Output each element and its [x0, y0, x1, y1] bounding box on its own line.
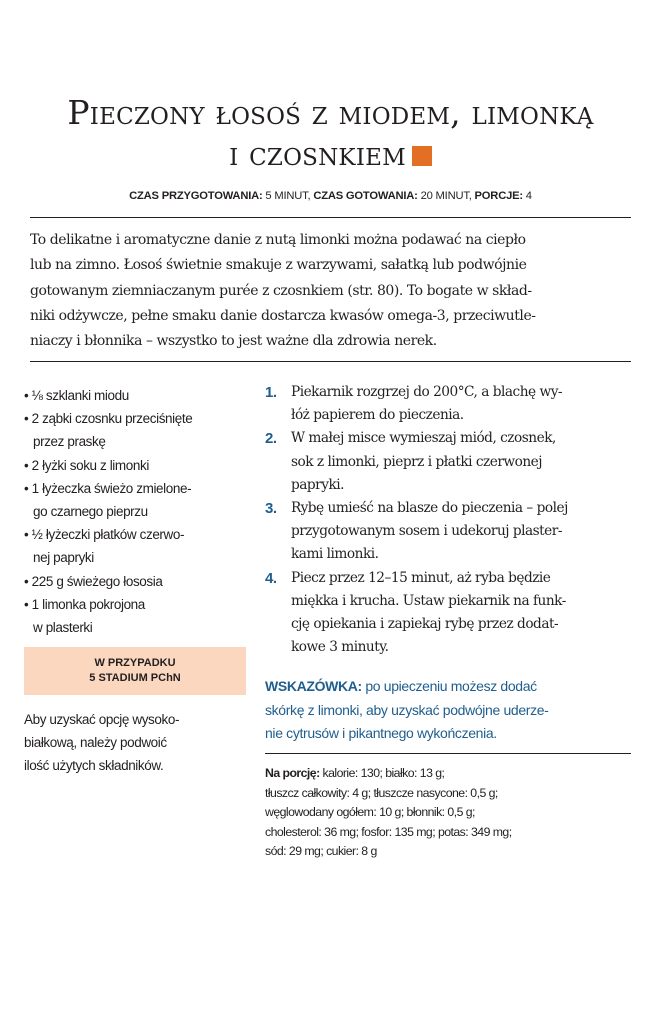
stage-box-line-2: 5 STADIUM PChN	[89, 672, 181, 684]
step-item	[265, 567, 635, 660]
title-line-2-text: i czosnkiem	[229, 134, 406, 173]
ingredient-item	[24, 407, 249, 453]
nutrition-line-2: tłuszcz całkowity: 4 g; tłuszcze nasycone: 0,5 g;	[265, 785, 498, 800]
intro-line: gotowanym ziemniaczanym purée z czosnkiem (str. 80). To bogate w skład-	[30, 282, 532, 299]
stage-note-line: ilość użytych składników.	[24, 758, 164, 774]
intro-line: niki odżywcze, pełne smaku danie dostarcza kwasów omega-3, przeciwutle-	[30, 307, 536, 324]
ingredient-text: • 1 limonka pokrojona	[24, 596, 145, 612]
title-line-2	[30, 133, 631, 174]
step-text: W małej misce wymieszaj miód, czosnek,	[291, 430, 556, 447]
step-item	[265, 427, 635, 497]
step-text: kowe 3 minuty.	[291, 639, 389, 656]
divider-tip	[265, 753, 631, 754]
nutrition-label: Na porcję:	[265, 766, 320, 780]
ingredients-list	[24, 384, 249, 639]
intro-line: lub na zimno. Łosoś świetnie smakuje z warzywami, sałatką lub podwójnie	[30, 257, 527, 274]
step-number: 2.	[265, 430, 277, 448]
ingredient-text-cont: go czarnego pieprzu	[33, 504, 148, 520]
tip-label: WSKAZÓWKA:	[265, 678, 362, 694]
ingredient-text-cont: w plasterki	[33, 620, 93, 636]
nutrition-line-1	[265, 764, 635, 784]
prep-time-label: CZAS PRZYGOTOWANIA:	[129, 190, 263, 202]
ingredient-text: • ⅛ szklanki miodu	[24, 388, 129, 403]
accent-square-icon	[412, 146, 432, 166]
prep-time-value: 5 MINUT,	[262, 190, 314, 202]
ckd-stage-5-box	[24, 647, 246, 695]
stage-note-line: białkową, należy podwoić	[24, 735, 167, 751]
step-item	[265, 381, 635, 427]
intro-line: niaczy i błonnika – wszystko to jest ważne dla zdrowia nerek.	[30, 333, 437, 350]
preparation-steps	[265, 381, 635, 659]
step-text: Rybę umieść na blasze do pieczenia – polej	[291, 500, 568, 517]
ingredient-item	[24, 570, 249, 593]
divider-top	[30, 217, 631, 218]
ingredient-text: • 2 ząbki czosnku przeciśnięte	[24, 411, 193, 427]
step-number: 3.	[265, 500, 277, 518]
step-text: przygotowanym sosem i udekoruj plaster-	[291, 523, 562, 540]
ingredient-text-cont: przez praskę	[33, 434, 106, 450]
recipe-meta	[30, 190, 631, 202]
ckd-stage-note	[24, 708, 249, 778]
step-number: 1.	[265, 384, 277, 401]
tip-line-1	[265, 675, 635, 699]
ingredient-item	[24, 523, 249, 569]
step-number: 4.	[265, 569, 277, 587]
intro-line: To delikatne i aromatyczne danie z nutą limonki można podawać na ciepło	[30, 232, 526, 248]
nutrition-line-4: cholesterol: 36 mg; fosfor: 135 mg; potas: 349 mg;	[265, 824, 512, 839]
nutrition-text: kalorie: 130; białko: 13 g;	[319, 766, 445, 780]
nutrition-line-5: sód: 29 mg; cukier: 8 g	[265, 844, 377, 859]
recipe-intro	[30, 228, 631, 354]
ingredient-item	[24, 384, 249, 407]
tip-text: po upieczeniu możesz dodać	[361, 678, 537, 694]
ingredient-item	[24, 593, 249, 639]
ingredient-item	[24, 477, 249, 523]
divider-middle	[30, 361, 631, 362]
ingredient-text: • 2 łyżki soku z limonki	[24, 457, 149, 473]
tip-line-3: nie cytrusów i pikantnego wykończenia.	[265, 725, 497, 742]
recipe-title	[30, 92, 631, 174]
recipe-tip	[265, 675, 635, 746]
step-text: Piekarnik rozgrzej do 200°C, a blachę wy-	[291, 384, 563, 400]
cook-time-label: CZAS GOTOWANIA:	[313, 190, 418, 202]
nutrition-facts	[265, 764, 635, 862]
tip-line-2: skórkę z limonki, aby uzyskać podwójne uderze-	[265, 701, 549, 718]
step-text: cję opiekania i zapiekaj rybę przez dodat-	[291, 616, 559, 633]
ingredient-text: • ½ łyżeczki płatków czerwo-	[24, 527, 185, 543]
ingredient-item	[24, 454, 249, 477]
ingredient-text: • 1 łyżeczka świeżo zmielone-	[24, 480, 192, 496]
step-text: papryki.	[291, 476, 344, 493]
stage-note-line: Aby uzyskać opcję wysoko-	[24, 712, 180, 727]
stage-box-line-1: W PRZYPADKU	[94, 657, 176, 669]
nutrition-line-3: węglowodany ogółem: 10 g; błonnik: 0,5 g;	[265, 805, 475, 820]
servings-value: 4	[522, 190, 532, 202]
step-text: miękka i krucha. Ustaw piekarnik na funk-	[291, 592, 566, 609]
step-text: łóż papierem do pieczenia.	[291, 407, 464, 424]
step-text: Piecz przez 12–15 minut, aż ryba będzie	[291, 569, 551, 586]
title-line-1: Pieczony łosoś z miodem, limonką	[67, 93, 594, 132]
cook-time-value: 20 MINUT,	[417, 190, 475, 202]
step-text: kami limonki.	[291, 546, 379, 563]
step-text: sok z limonki, pieprz i płatki czerwonej	[291, 453, 542, 470]
servings-label: PORCJE:	[474, 190, 523, 202]
ingredient-text: • 225 g świeżego łososia	[24, 573, 163, 589]
step-item	[265, 497, 635, 567]
ingredient-text-cont: nej papryki	[33, 550, 94, 566]
